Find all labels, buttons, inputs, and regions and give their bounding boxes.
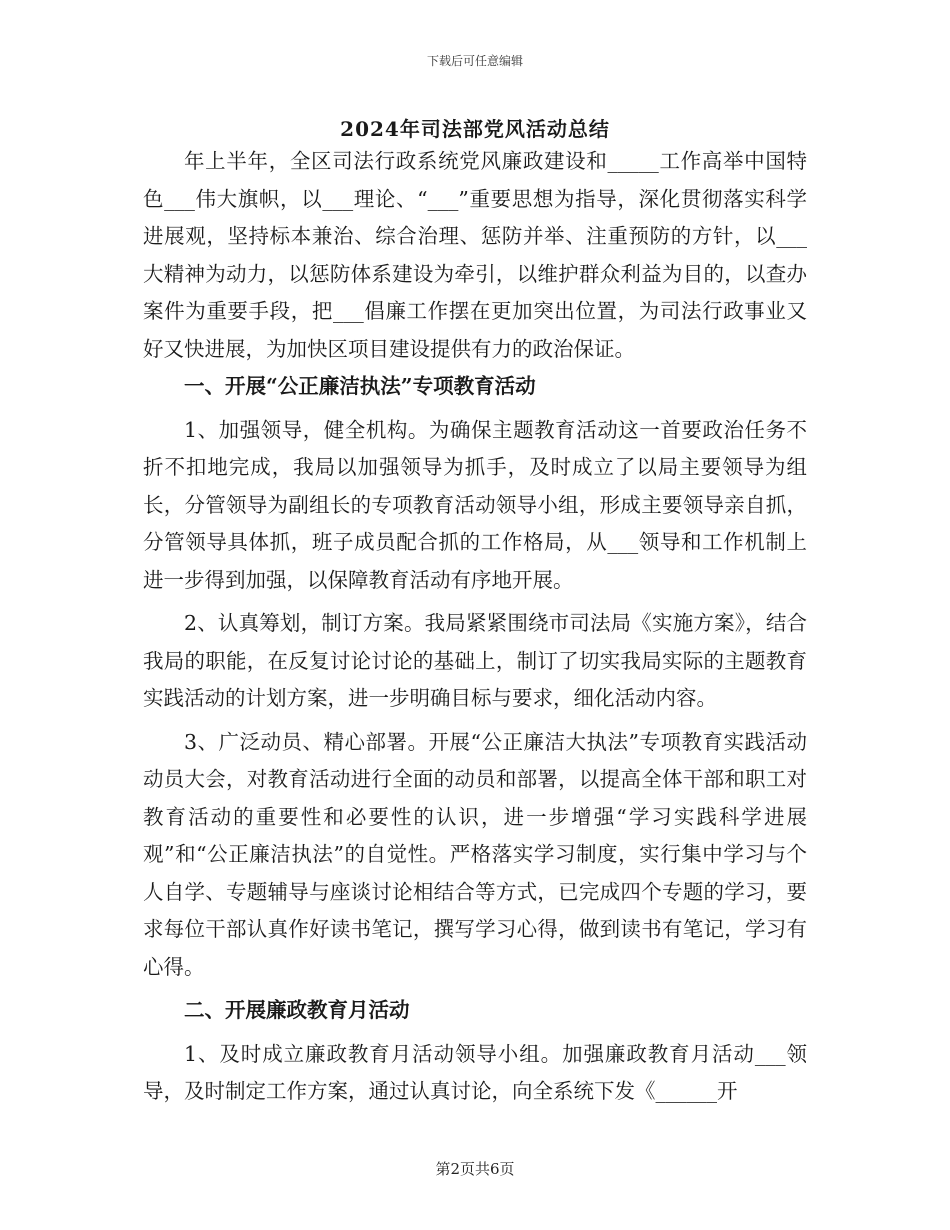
- document-body: [143, 143, 807, 1111]
- section-1-paragraph-2: 2、认真筹划，制订方案。我局紧紧围绕市司法局《实施方案》，结合我局的职能，在反复讨论讨论的基础上，制订了切实我局实际的主题教育实践活动的计划方案，进一步明确目标与要求，细化活动内容。: [143, 611, 807, 710]
- document-title: 2024年司法部党风活动总结: [340, 117, 610, 141]
- section-1-paragraph-1: 1、加强领导，健全机构。为确保主题教育活动这一首要政治任务不折不扣地完成，我局以加强领导为抓手，及时成立了以局主要领导为组长，分管领导为副组长的专项教育活动领导小组，形成主要领导亲自抓，分管领导具体抓，班子成员配合抓的工作格局，从___领导和工作机制上进一步得到加强，以保障教育活动有序地开展。: [143, 417, 807, 592]
- section-2-paragraph-1: 1、及时成立廉政教育月活动领导小组。加强廉政教育月活动___领导，及时制定工作方案，通过认真讨论，向全系统下发《______开: [143, 1041, 807, 1103]
- intro-paragraph: 年上半年，全区司法行政系统党风廉政建设和_____工作高举中国特色___伟大旗帜，以___理论、“___”重要思想为指导，深化贯彻落实科学进展观，坚持标本兼治、综合治理、惩防并举、注重预防的方针，以___大精神为动力，以惩防体系建设为牵引，以维护群众利益为目的，以查办案件为重要手段，把___倡廉工作摆在更加突出位置，为司法行政事业又好又快进展，为加快区项目建设提供有力的政治保证。: [143, 149, 807, 361]
- section-1-heading: 一、开展“公正廉洁执法”专项教育活动: [184, 374, 536, 398]
- header-note: 下载后可任意编辑: [426, 54, 523, 68]
- page-number: 第2页共6页: [435, 1160, 515, 1178]
- section-1-paragraph-3: 3、广泛动员、精心部署。开展“公正廉洁大执法”专项教育实践活动动员大会，对教育活动进行全面的动员和部署，以提高全体干部和职工对教育活动的重要性和必要性的认识，进一步增强“学习实践科学进展观”和“公正廉洁执法”的自觉性。严格落实学习制度，实行集中学习与个人自学、专题辅导与座谈讨论相结合等方式，已完成四个专题的学习，要求每位干部认真作好读书笔记，撰写学习心得，做到读书有笔记，学习有心得。: [143, 729, 807, 979]
- section-2-heading: 二、开展廉政教育月活动: [184, 998, 410, 1022]
